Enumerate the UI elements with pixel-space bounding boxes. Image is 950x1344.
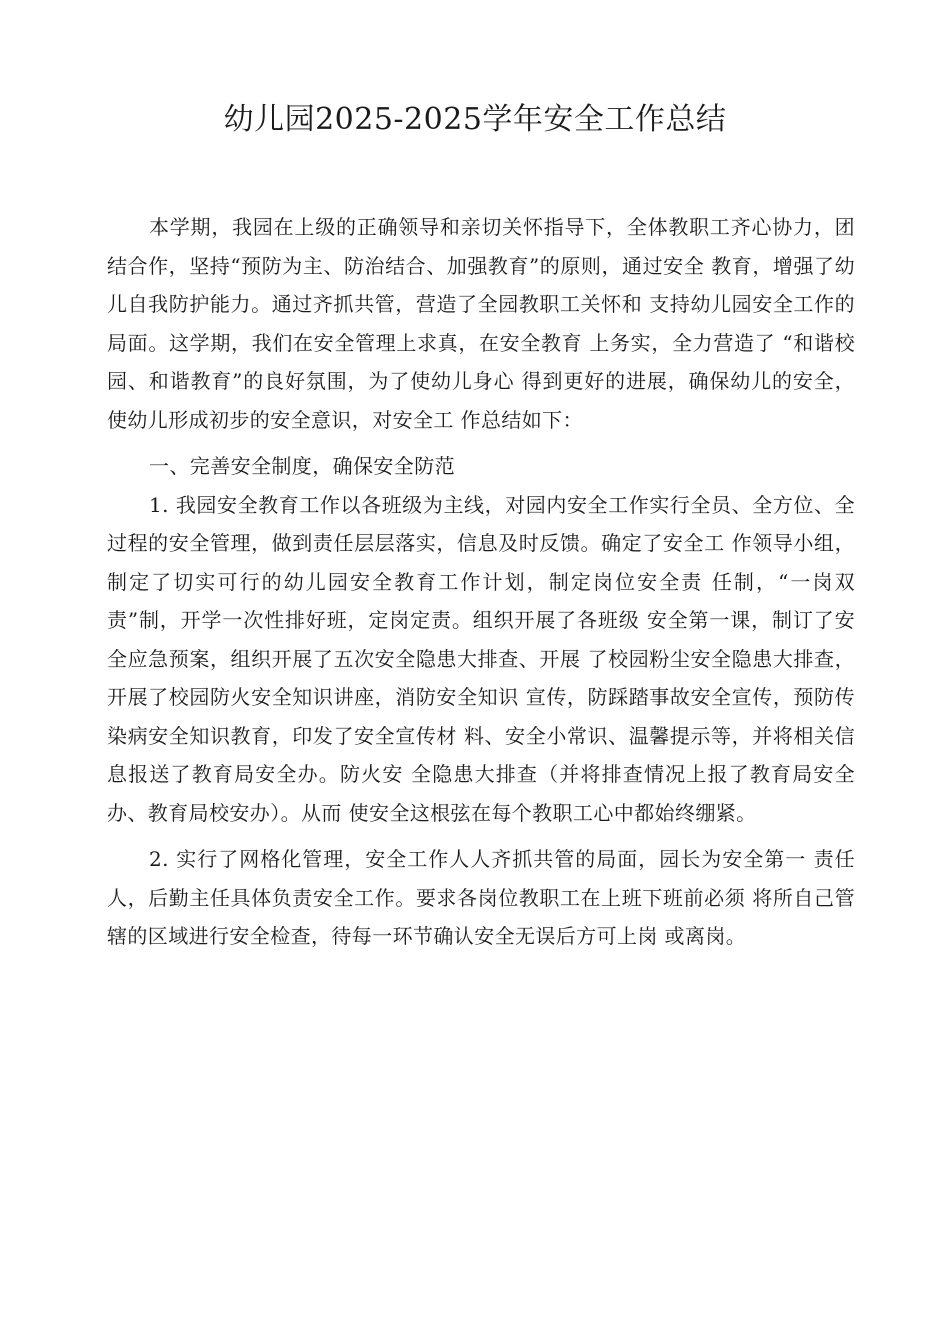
intro-paragraph: 本学期，我园在上级的正确领导和亲切关怀指导下，全体教职工齐心协力，团结合作，坚持“预防为主、防治结合、加强教育”的原则，通过安全 教育，增强了幼儿自我防护能力。通过齐抓共管，营造了全园教职工关怀和 支持幼儿园安全工作的局面。这学期，我们在安全管理上求真，在安全教育 上务实，全力营造了 “和谐校园、和谐教育”的良好氛围，为了使幼儿身心 得到更好的进展，确保幼儿的安全，使幼儿形成初步的安全意识，对安全工 作总结如下： bbox=[107, 215, 855, 432]
document-body bbox=[107, 208, 855, 956]
document-title: 幼儿园2025-2025学年安全工作总结 bbox=[223, 102, 727, 137]
section-1-item-1: 1. 我园安全教育工作以各班级为主线，对园内安全工作实行全员、全方位、全过程的安全管理，做到责任层层落实，信息及时反馈。确定了安全工 作领导小组，制定了切实可行的幼儿园安全教育工作计划，制定岗位安全责 任制，“一岗双责”制，开学一次性排好班，定岗定责。组织开展了各班级 安全第一课，制订了安全应急预案，组织开展了五次安全隐患大排查、开展 了校园粉尘安全隐患大排查，开展了校园防火安全知识讲座，消防安全知识 宣传，防踩踏事故安全宣传，预防传染病安全知识教育，印发了安全宣传材 料、安全小常识、温馨提示等，并将相关信息报送了教育局安全办。防火安 全隐患大排查（并将排查情况上报了教育局安全办、教育局校安办）。从而 使安全这根弦在每个教职工心中都始终绷紧。 bbox=[107, 492, 855, 825]
section-1-item-2: 2. 实行了网格化管理，安全工作人人齐抓共管的局面，园长为安全第一 责任人，后勤主任具体负责安全工作。要求各岗位教职工在上班下班前必须 将所自己管辖的区域进行安全检查，待每一环节确认安全无误后方可上岗 或离岗。 bbox=[107, 847, 855, 948]
section-heading-1: 一、完善安全制度，确保安全防范 bbox=[149, 454, 455, 478]
